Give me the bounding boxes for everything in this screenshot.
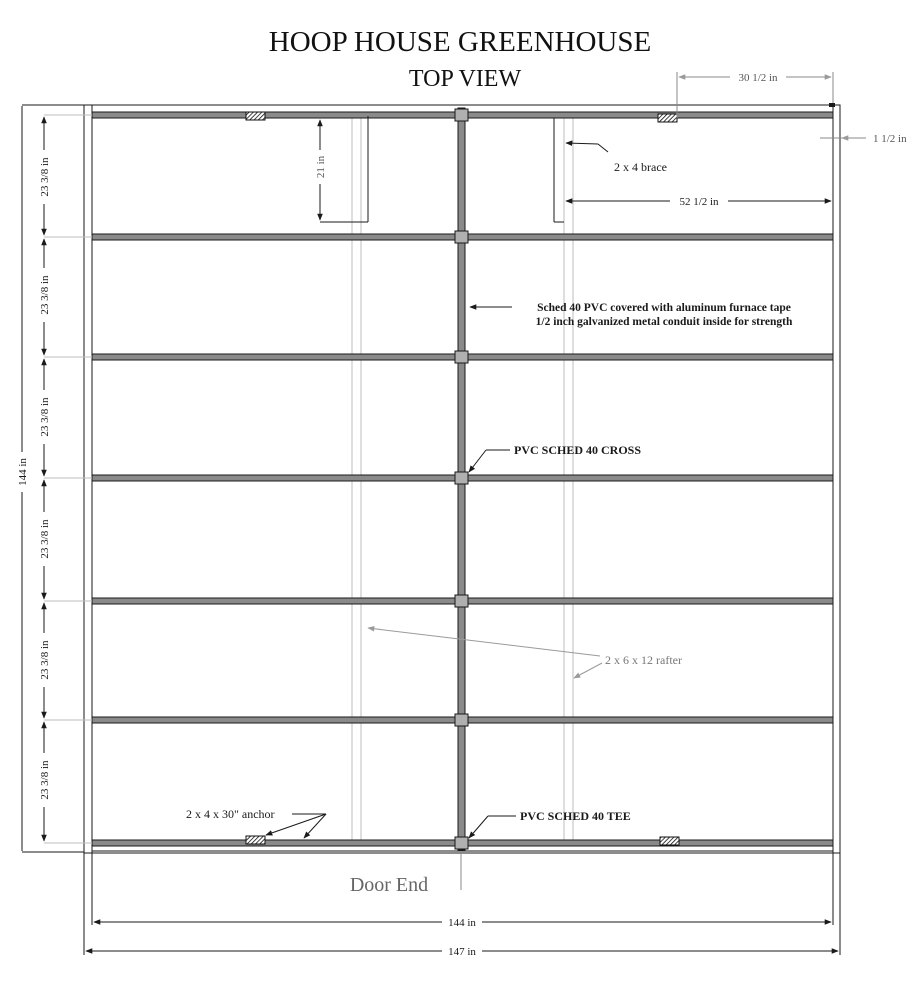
side-inset-label: 1 1/2 in: [873, 133, 907, 145]
outer-width-label: 147 in: [448, 946, 476, 958]
bay-dimension-label: 23 3/8 in: [39, 157, 51, 197]
pvc-cross: [455, 595, 468, 607]
brace-arrow: [566, 143, 598, 144]
bay-dimension-label: 23 3/8 in: [39, 640, 51, 680]
cross-callout: [469, 443, 641, 472]
tee-arrow: [469, 816, 488, 838]
brace-label: 2 x 4 brace: [614, 160, 667, 174]
cross-label: PVC SCHED 40 CROSS: [514, 443, 642, 457]
brace-leader: [598, 144, 608, 152]
anchor-top-left: [246, 112, 265, 120]
anchor-label: 2 x 4 x 30" anchor: [186, 807, 275, 821]
brace-right: [554, 118, 564, 222]
bay-dimension-label: 23 3/8 in: [39, 760, 51, 800]
rafter-callout: [368, 628, 682, 678]
rafter-arrow-left: [368, 628, 600, 656]
brace-span-dimension: [566, 194, 831, 208]
anchor-callout: [186, 807, 326, 838]
pvc-label-line-1: Sched 40 PVC covered with aluminum furnace tape: [537, 302, 791, 314]
corner-mark: [829, 103, 835, 107]
page-title: HOOP HOUSE GREENHOUSE: [268, 26, 652, 58]
pvc-cross: [455, 351, 468, 363]
tee-callout: [469, 809, 631, 838]
anchor-bottom-left: [246, 836, 265, 844]
pvc-tee-bottom: [455, 837, 468, 849]
outer-width-dimension: [86, 944, 838, 958]
page-subtitle: TOP VIEW: [408, 66, 522, 92]
top-offset-dimension: [677, 70, 835, 118]
rafter-label: 2 x 6 x 12 rafter: [605, 653, 682, 667]
pvc-cross: [455, 714, 468, 726]
top-offset-label: 30 1/2 in: [738, 72, 778, 84]
bay-dimension-label: 23 3/8 in: [39, 397, 51, 437]
brace-height-label: 21 in: [315, 155, 327, 179]
brace-span-label: 52 1/2 in: [679, 196, 719, 208]
bay-dimension-label: 23 3/8 in: [39, 519, 51, 559]
overall-length-label: 144 in: [17, 458, 29, 486]
pvc-callout: [470, 302, 793, 328]
rafter-arrow-right: [574, 663, 602, 678]
inner-width-label: 144 in: [448, 917, 476, 929]
tee-label: PVC SCHED 40 TEE: [520, 809, 631, 823]
brace-height-dimension: [312, 120, 328, 220]
pvc-label-line-2: 1/2 inch galvanized metal conduit inside for strength: [535, 316, 793, 328]
bay-dimension-label: 23 3/8 in: [39, 275, 51, 315]
brace-callout: [566, 143, 667, 174]
anchor-top-right: [658, 114, 677, 122]
pvc-tee-top: [455, 109, 468, 121]
door-end-label: Door End: [349, 874, 429, 896]
anchor-bottom-right: [660, 837, 679, 845]
cross-arrow: [469, 450, 486, 472]
inner-width-dimension: [94, 915, 831, 929]
pvc-cross: [455, 472, 468, 484]
pvc-cross: [455, 231, 468, 243]
